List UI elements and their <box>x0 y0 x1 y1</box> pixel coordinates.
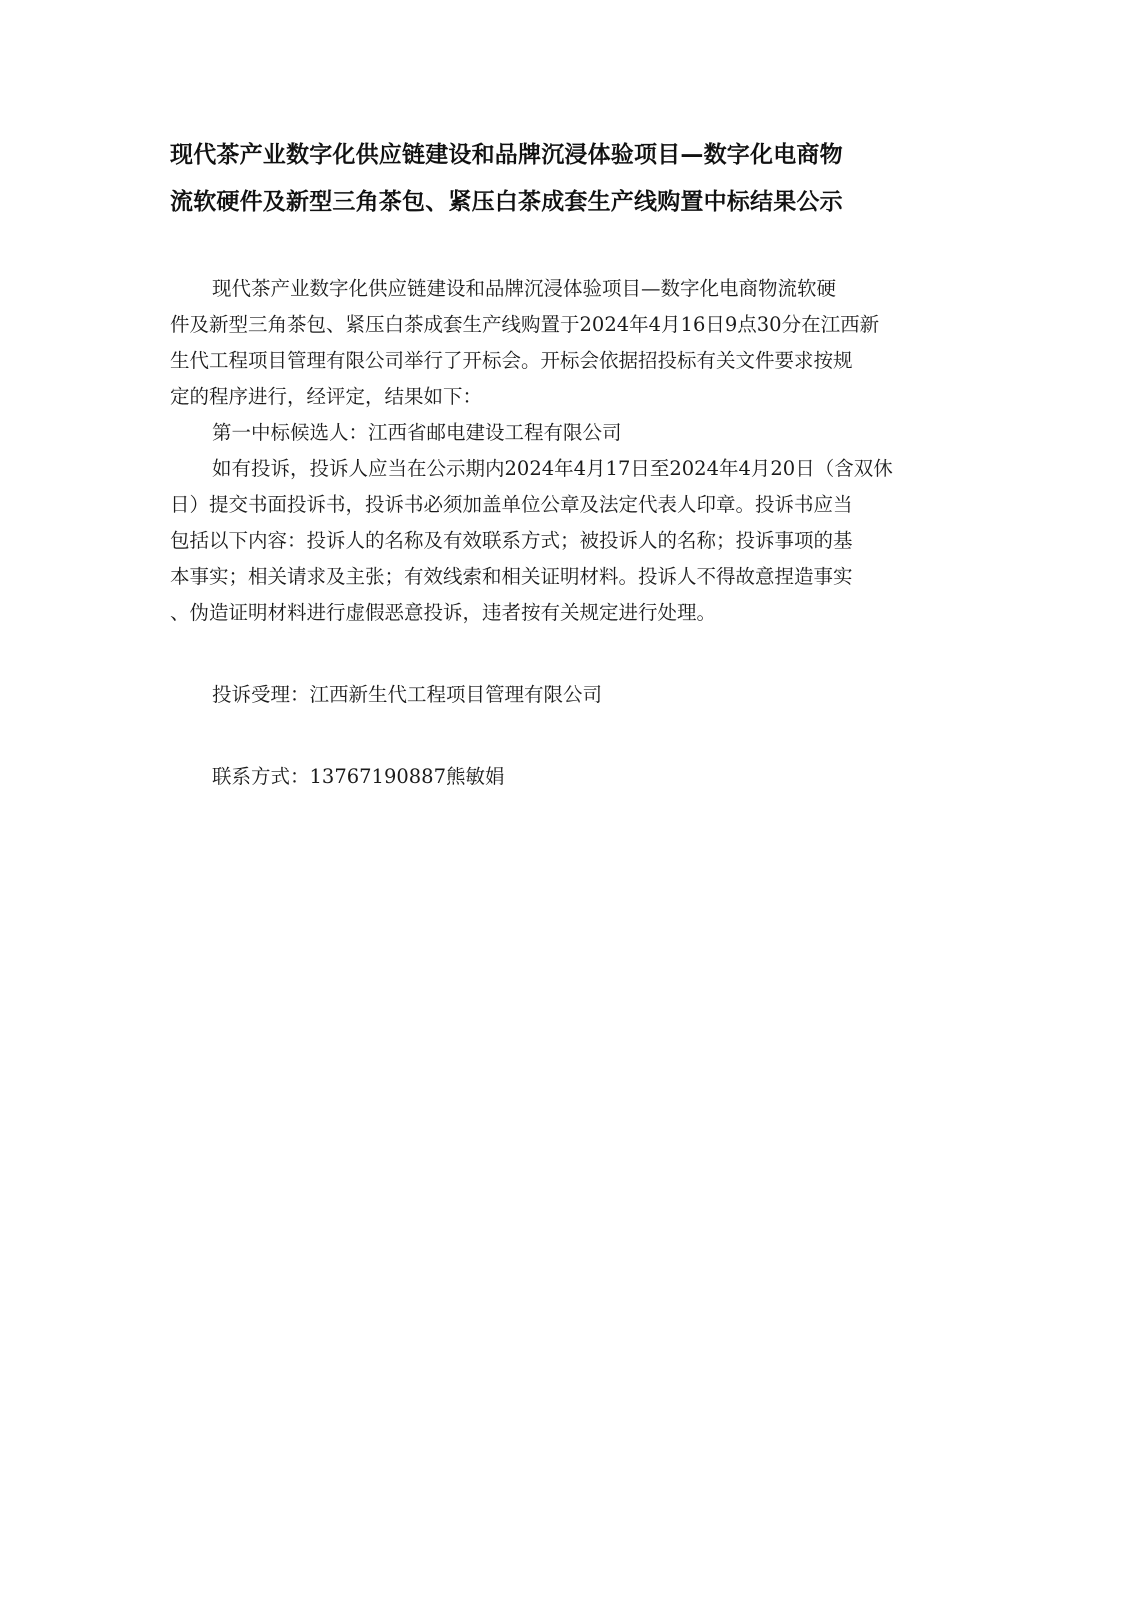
contact-label: 联系方式： <box>212 765 310 788</box>
candidate-line <box>170 415 960 451</box>
title-line: 流软硬件及新型三角茶包、紧压白茶成套生产线购置中标结果公示 <box>170 189 843 215</box>
candidate-label: 第一中标候选人： <box>212 421 369 444</box>
complaint-acceptance <box>170 677 960 713</box>
complaint-line: 如有投诉，投诉人应当在公示期内2024年4月17日至2024年4月20日（含双休 <box>212 457 893 480</box>
acceptance-org: 江西新生代工程项目管理有限公司 <box>309 683 603 706</box>
acceptance-label: 投诉受理： <box>212 683 310 706</box>
complaint-line: 日）提交书面投诉书，投诉书必须加盖单位公章及法定代表人印章。投诉书应当 <box>170 493 853 516</box>
intro-line: 生代工程项目管理有限公司举行了开标会。开标会依据招投标有关文件要求按规 <box>170 349 853 372</box>
intro-line: 定的程序进行，经评定，结果如下： <box>170 385 483 408</box>
candidate-paragraph <box>170 415 960 451</box>
complaint-paragraph <box>170 451 960 631</box>
acceptance-line <box>170 677 960 713</box>
complaint-line: 、伪造证明材料进行虚假恶意投诉，违者按有关规定进行处理。 <box>170 601 717 624</box>
title-line: 现代茶产业数字化供应链建设和品牌沉浸体验项目—数字化电商物 <box>170 142 843 168</box>
intro-line: 现代茶产业数字化供应链建设和品牌沉浸体验项目—数字化电商物流软硬 <box>212 277 837 300</box>
candidate-name: 江西省邮电建设工程有限公司 <box>368 421 622 444</box>
document-content <box>170 132 960 795</box>
contact-line <box>170 759 960 795</box>
contact-value: 13767190887熊敏娟 <box>309 765 505 788</box>
intro-line: 件及新型三角茶包、紧压白茶成套生产线购置于2024年4月16日9点30分在江西新 <box>170 313 880 336</box>
complaint-line: 本事实；相关请求及主张；有效线索和相关证明材料。投诉人不得故意捏造事实 <box>170 565 853 588</box>
contact-info <box>170 759 960 795</box>
document-title <box>170 132 960 226</box>
complaint-line: 包括以下内容：投诉人的名称及有效联系方式；被投诉人的名称；投诉事项的基 <box>170 529 853 552</box>
intro-paragraph <box>170 271 960 415</box>
